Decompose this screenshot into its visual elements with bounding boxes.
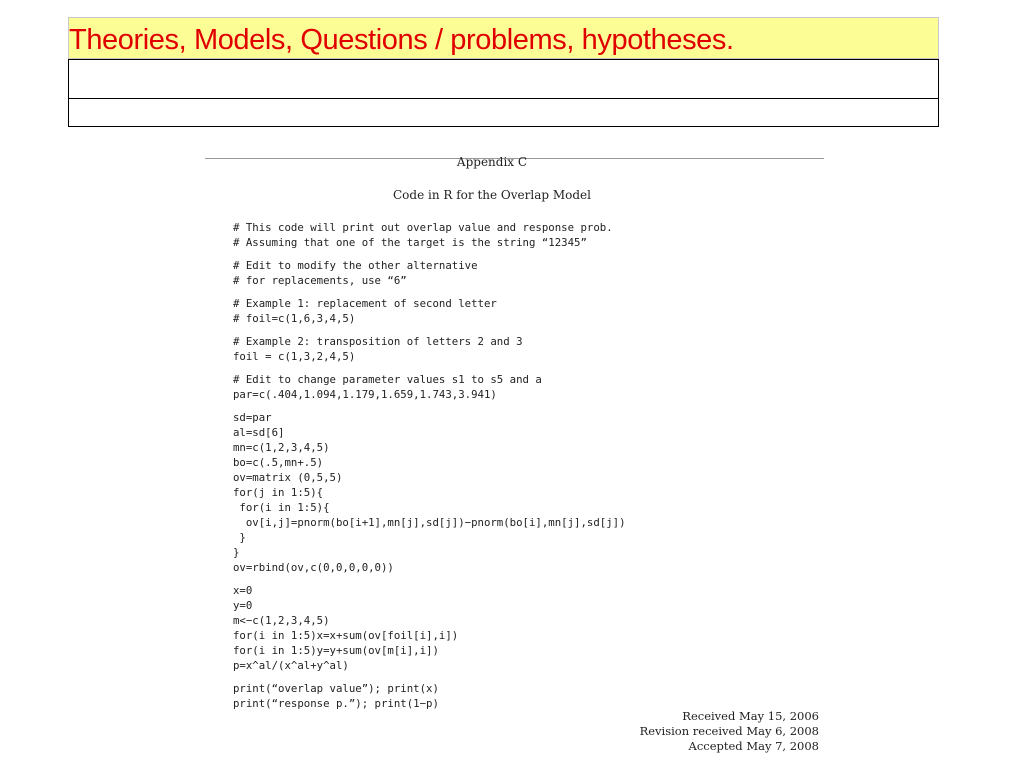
received-dates — [640, 709, 819, 754]
code-line: for(j in 1:5){ — [233, 486, 324, 499]
slide-title: Theories, Models, Questions / problems, hypotheses. — [69, 24, 734, 56]
code-line: # Assuming that one of the target is the string “12345” — [233, 236, 587, 249]
code-line: # Edit to change parameter values s1 to s5 and a — [233, 373, 542, 386]
revision-received-date: Revision received May 6, 2008 — [639, 724, 819, 738]
code-line: y=0 — [233, 599, 253, 612]
code-group — [233, 681, 833, 711]
code-line: bo=c(.5,mn+.5) — [233, 456, 324, 469]
code-line: mn=c(1,2,3,4,5) — [233, 441, 330, 454]
code-line: p=x^al/(x^al+y^al) — [233, 659, 349, 672]
blank-table — [68, 59, 939, 127]
code-line: ov=rbind(ov,c(0,0,0,0,0)) — [233, 561, 394, 574]
received-date: Received May 15, 2006 — [682, 709, 819, 723]
code-line: foil = c(1,3,2,4,5) — [233, 350, 356, 363]
code-line: # This code will print out overlap value and response prob. — [233, 221, 613, 234]
code-line: # Example 2: transposition of letters 2 and 3 — [233, 335, 523, 348]
code-listing — [233, 220, 833, 719]
table-divider — [69, 98, 938, 99]
code-line: print(“overlap value”); print(x) — [233, 682, 439, 695]
code-line: ov[i,j]=pnorm(bo[i+1],mn[j],sd[j])−pnorm(bo[i],mn[j],sd[j]) — [233, 516, 626, 529]
code-group — [233, 372, 833, 402]
code-line: # Example 1: replacement of second letter — [233, 297, 497, 310]
accepted-date: Accepted May 7, 2008 — [688, 739, 819, 753]
slide-title-bar — [68, 17, 939, 59]
code-line: m<−c(1,2,3,4,5) — [233, 614, 330, 627]
code-group — [233, 334, 833, 364]
appendix-title: Code in R for the Overlap Model — [393, 188, 591, 202]
appendix-label: Appendix C — [456, 155, 528, 169]
code-line: x=0 — [233, 584, 253, 597]
code-group — [233, 583, 833, 673]
code-line: } — [233, 546, 240, 559]
code-group — [233, 220, 833, 250]
code-line: ov=matrix (0,5,5) — [233, 471, 343, 484]
code-line: # foil=c(1,6,3,4,5) — [233, 312, 356, 325]
code-line: for(i in 1:5)y=y+sum(ov[m[i],i]) — [233, 644, 439, 657]
code-line: # for replacements, use “6” — [233, 274, 407, 287]
code-line: for(i in 1:5){ — [233, 501, 330, 514]
code-line: # Edit to modify the other alternative — [233, 259, 478, 272]
code-group — [233, 296, 833, 326]
code-line: par=c(.404,1.094,1.179,1.659,1.743,3.941) — [233, 388, 497, 401]
code-group — [233, 258, 833, 288]
code-line: for(i in 1:5)x=x+sum(ov[foil[i],i]) — [233, 629, 459, 642]
code-group — [233, 410, 833, 575]
code-line: } — [233, 531, 246, 544]
code-line: al=sd[6] — [233, 426, 285, 439]
code-line: print(“response p.”); print(1−p) — [233, 697, 439, 710]
code-line: sd=par — [233, 411, 272, 424]
